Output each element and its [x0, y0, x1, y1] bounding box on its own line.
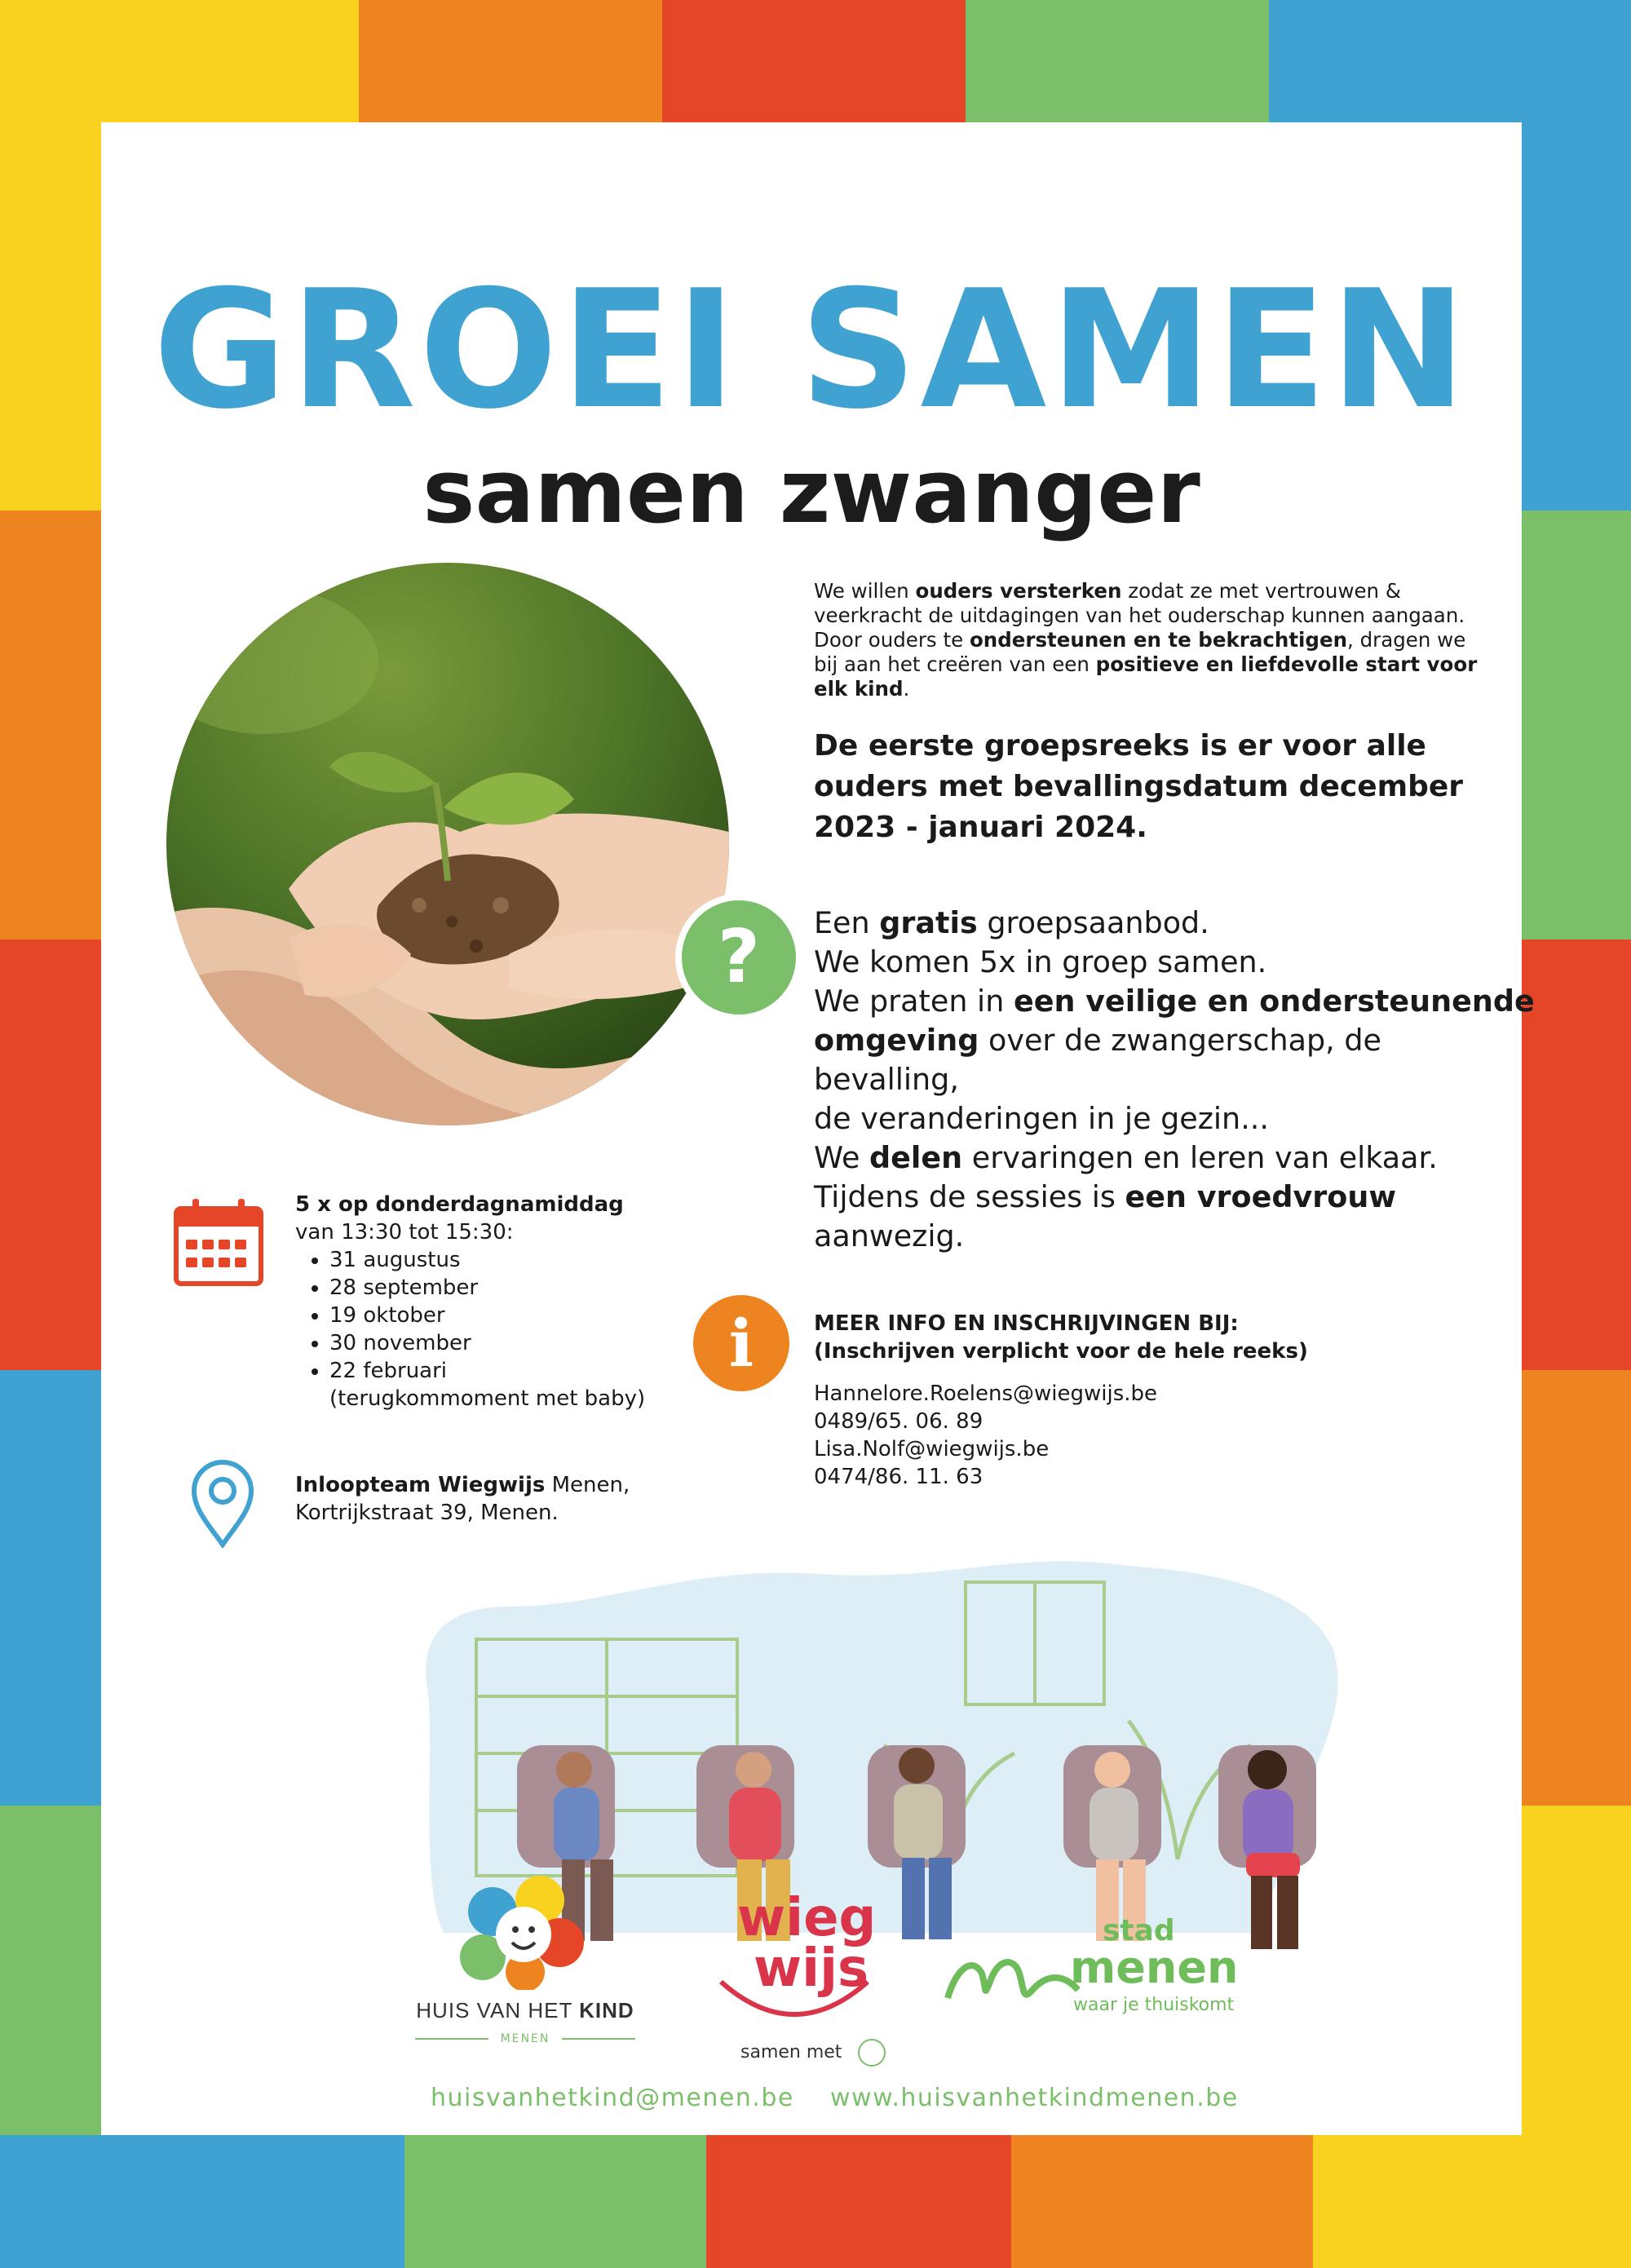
huis-logo-sub: [403, 2032, 648, 2045]
border-tile: [966, 0, 1269, 122]
border-tile: [0, 0, 359, 122]
border-tile: [404, 2135, 706, 2268]
schedule-date: • 28 september: [329, 1274, 670, 1302]
intro-text: [814, 579, 1483, 701]
location-city: Menen,: [545, 1473, 630, 1497]
huis-logo-text-a: HUIS VAN HET: [416, 1998, 580, 2023]
stad-text: stad: [1103, 1914, 1175, 1947]
calendar-icon: [173, 1197, 264, 1287]
border-tile: [1522, 122, 1631, 511]
desc-span: ervaringen en leren van elkaar.: [962, 1140, 1438, 1175]
intro-text-bold: positieve en liefdevolle start voor elk kind: [814, 652, 1478, 701]
intro-text-span: zodat ze met vertrouwen & veerkracht de uitdagingen van het ouderschap kunnen aangaan.: [814, 579, 1465, 627]
intro-text-bold: ouders versterken: [915, 579, 1122, 603]
intro-text-span: We willen: [814, 579, 916, 603]
desc-span: We: [814, 1140, 870, 1175]
contact-email-1[interactable]: Hannelore.Roelens@wiegwijs.be: [814, 1382, 1158, 1406]
border-tile: [1313, 2135, 1631, 2268]
page-subtitle: samen zwanger: [422, 441, 1200, 543]
desc-line: [814, 982, 1535, 1021]
desc-line: aanwezig.: [814, 1218, 965, 1253]
schedule-time: van 13:30 tot 15:30:: [295, 1220, 514, 1245]
desc-bold: een veilige en ondersteunende: [1013, 984, 1535, 1019]
desc-line: [814, 1178, 1491, 1217]
border-tile: [0, 1806, 101, 2135]
border-tile: [662, 0, 966, 122]
schedule-date: • 30 november: [329, 1329, 670, 1357]
desc-bold: een vroedvrouw: [1125, 1179, 1397, 1214]
lead-text: De eerste groepsreeks is er voor alle ouders met bevallingsdatum december 2023 - januari 2024.: [814, 729, 1464, 844]
stad-menen-logo: [941, 1914, 1251, 2047]
menen-text: menen: [1070, 1942, 1239, 1993]
intro-text-bold: ondersteunen en te bekrachtigen: [969, 628, 1348, 652]
menen-swoosh-icon: [941, 1941, 1080, 2014]
schedule-heading: 5 x op donderdagnamiddag: [295, 1192, 624, 1217]
intro-text-span: .: [903, 677, 910, 701]
spacer: [814, 1365, 1385, 1380]
contact-heading: MEER INFO EN INSCHRIJVINGEN BIJ:: [814, 1311, 1239, 1336]
border-tile: [0, 939, 101, 1370]
footer-website-link[interactable]: www.huisvanhetkindmenen.be: [830, 2084, 1239, 2112]
wiegwijs-logo: [713, 1888, 908, 2071]
contact-phone-2: 0474/86. 11. 63: [814, 1465, 983, 1489]
desc-line: de veranderingen in je gezin...: [814, 1101, 1269, 1136]
huis-logo-text-b: KIND: [579, 1998, 634, 2023]
desc-line: [814, 904, 1491, 943]
border-tile: [0, 2135, 404, 2268]
flower-logo-icon: [403, 1876, 648, 1990]
page-title: GROEI SAMEN: [152, 255, 1470, 445]
border-tile: [0, 1370, 101, 1806]
border-tile: [1522, 511, 1631, 939]
contact-email-2[interactable]: Lisa.Nolf@wiegwijs.be: [814, 1437, 1050, 1461]
border-tile: [359, 0, 662, 122]
divider: [562, 2038, 635, 2040]
border-tile: [1269, 0, 1631, 122]
border-tile: [1011, 2135, 1313, 2268]
desc-span: We praten in: [814, 984, 1014, 1019]
samen-met-text: samen met: [740, 2042, 842, 2062]
intro-paragraph-2: [814, 628, 1483, 701]
location-pin-icon: [189, 1458, 256, 1548]
contact-subheading: (Inschrijven verplicht voor de hele reeks): [814, 1339, 1308, 1364]
intro-paragraph-1: [814, 579, 1483, 628]
border-tile: [1522, 1370, 1631, 1806]
huis-van-het-kind-logo: [403, 1876, 648, 2055]
intro-text-span: , dragen we bij aan het creëren van een: [814, 628, 1466, 676]
desc-bold: gratis: [879, 905, 978, 940]
location-name: Inloopteam Wiegwijs: [295, 1473, 546, 1497]
schedule-date: • 22 februari: [329, 1357, 670, 1385]
partner-badge-icon: [858, 2039, 886, 2067]
huis-logo-text: [403, 1998, 648, 2023]
schedule-date: • 31 augustus: [329, 1246, 670, 1274]
desc-line: [814, 1138, 1491, 1178]
schedule-note: (terugkommoment met baby): [329, 1386, 646, 1411]
divider: [415, 2038, 488, 2040]
offer-description: [814, 904, 1535, 1256]
border-tile: [706, 2135, 1011, 2268]
border-tile: [0, 122, 101, 511]
info-icon: i: [693, 1295, 789, 1391]
border-tile: [1522, 939, 1631, 1370]
wijs-text: wijs: [754, 1939, 869, 1999]
intro-text-span: Door ouders te: [814, 628, 970, 652]
schedule: [295, 1191, 670, 1413]
desc-line: [814, 1021, 1491, 1060]
wieg-text: wieg: [737, 1888, 877, 1948]
schedule-date: • 19 oktober: [329, 1302, 670, 1329]
footer-email-link[interactable]: huisvanhetkind@menen.be: [431, 2084, 794, 2112]
desc-span: groepsaanbod.: [977, 905, 1209, 940]
question-badge: ?: [675, 894, 802, 1021]
huis-logo-city: MENEN: [500, 2032, 550, 2045]
desc-bold: delen: [869, 1140, 963, 1175]
desc-bold: omgeving: [814, 1023, 979, 1058]
desc-span: Tijdens de sessies is: [814, 1179, 1125, 1214]
seedling-photo: [166, 563, 729, 1125]
location-address: Kortrijkstraat 39, Menen.: [295, 1501, 559, 1525]
contact-phone-1: 0489/65. 06. 89: [814, 1409, 983, 1434]
wiegwijs-cradle-icon: [713, 1965, 876, 2031]
desc-span: Een: [814, 905, 880, 940]
schedule-dates: [295, 1246, 670, 1385]
contact-info: [814, 1310, 1385, 1491]
desc-span: over de zwangerschap, de: [979, 1023, 1381, 1058]
desc-line: We komen 5x in groep samen.: [814, 944, 1267, 979]
desc-line: bevalling,: [814, 1062, 959, 1097]
border-tile: [1522, 1806, 1631, 2135]
poster-panel: [101, 122, 1535, 2135]
menen-tagline: waar je thuiskomt: [1073, 1995, 1235, 2015]
border-tile: [0, 511, 101, 939]
